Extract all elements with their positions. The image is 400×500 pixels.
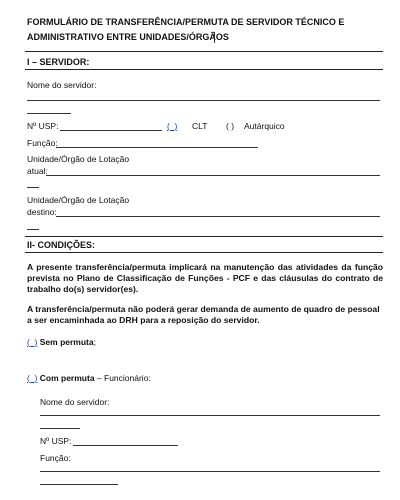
unidade-atual-label-2: atual: [27, 166, 48, 176]
form-title-line2: ADMINISTRATIVO ENTRE UNIDADES/ÓRGÃOS [27, 32, 229, 42]
com-permuta-label: Com permuta [39, 373, 95, 383]
section2-top-divider [25, 236, 383, 237]
servidor-name-field[interactable] [27, 100, 380, 101]
sem-permuta-label: Sem permuta [39, 337, 94, 347]
unidade-destino-field[interactable] [56, 216, 380, 217]
clt-label: CLT [192, 121, 208, 131]
unidade-destino-label: Unidade/Órgão de Lotação [27, 195, 130, 205]
sem-permuta-checkbox[interactable]: (_) [27, 337, 38, 347]
autarquico-label: Autárquico [244, 121, 285, 131]
funcao-field[interactable] [56, 147, 258, 148]
condition-paragraph-2: A transferência/permuta não poderá gerar demanda de aumento de quadro de pessoal a ser encaminhada ao DRH para a reposição do servidor. [27, 304, 380, 325]
permuta-name-field-cont[interactable] [40, 428, 80, 429]
text-cursor [214, 32, 215, 43]
permuta-funcao-label: Função: [40, 453, 71, 463]
clt-checkbox[interactable]: (_) [167, 121, 178, 131]
unidade-destino-field-cont[interactable] [27, 229, 39, 230]
condition-paragraph-1: A presente transferência/permuta implicará na manutenção das atividades da função prevista no Plano de Classificação de Funções - PCF e das cláusulas do contrato de trabalho do(s) servidor(es). [27, 262, 383, 294]
com-permuta-suffix: – Funcionário: [94, 373, 151, 383]
usp-label: Nº USP: [27, 121, 59, 131]
autarquico-checkbox[interactable]: ( ) [226, 121, 235, 131]
form-title-line1: FORMULÁRIO DE TRANSFERÊNCIA/PERMUTA DE SERVIDOR TÉCNICO E [27, 17, 345, 27]
permuta-funcao-field-cont[interactable] [40, 484, 118, 485]
sem-permuta-suffix: ; [93, 337, 96, 347]
unidade-atual-field-cont[interactable] [27, 187, 39, 188]
permuta-name-label: Nome do servidor: [40, 397, 110, 407]
section1-divider [25, 69, 383, 70]
unidade-atual-label: Unidade/Órgão de Lotação [27, 154, 130, 164]
servidor-name-field-cont[interactable] [27, 113, 71, 114]
com-permuta-option [27, 373, 151, 383]
usp-field[interactable] [60, 130, 162, 131]
title-divider [25, 51, 383, 52]
section2-divider [25, 252, 383, 253]
permuta-name-field[interactable] [40, 415, 380, 416]
permuta-funcao-field[interactable] [40, 471, 380, 472]
unidade-destino-label-2: destino: [27, 207, 57, 217]
section2-heading: II- CONDIÇÕES: [27, 240, 96, 250]
sem-permuta-option [27, 337, 96, 347]
section1-heading: I – SERVIDOR: [27, 57, 90, 67]
com-permuta-checkbox[interactable]: (_) [27, 373, 38, 383]
permuta-usp-field[interactable] [73, 445, 178, 446]
funcao-label: Função: [27, 138, 58, 148]
unidade-atual-field[interactable] [46, 175, 380, 176]
permuta-usp-label: Nº USP: [40, 436, 72, 446]
servidor-name-label: Nome do servidor: [27, 80, 97, 90]
